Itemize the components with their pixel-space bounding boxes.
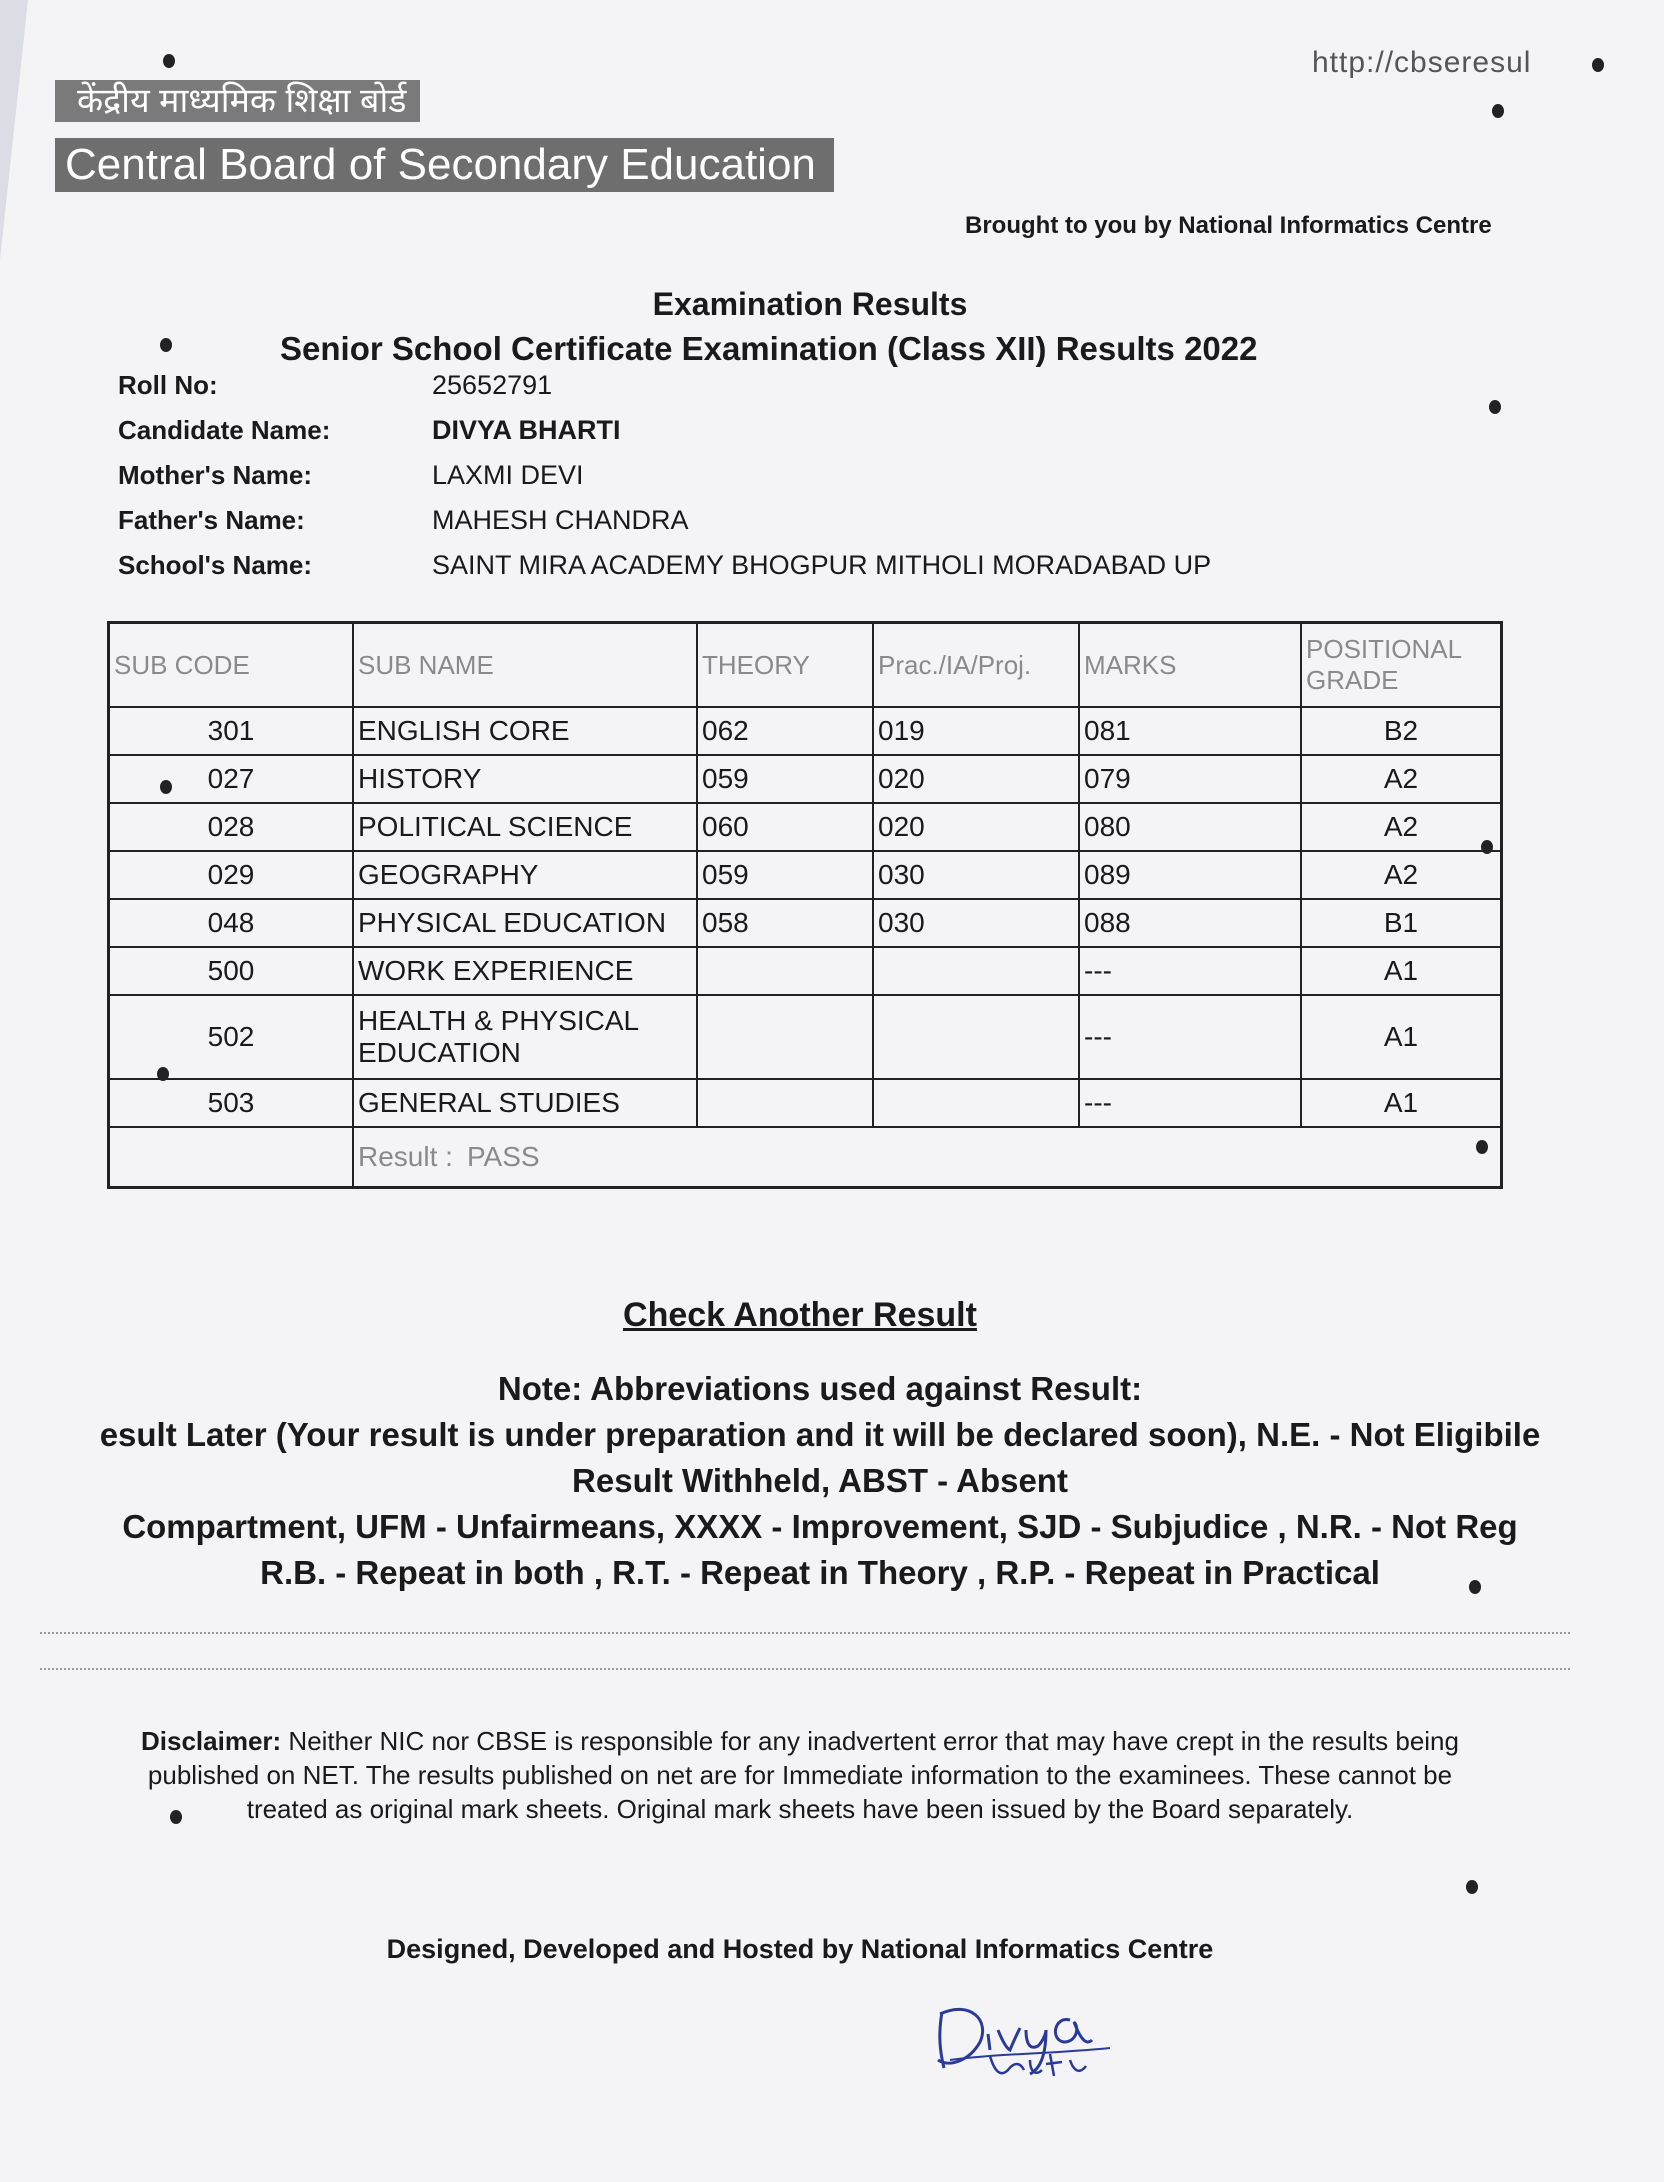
note-line: R.B. - Repeat in both , R.T. - Repeat in Theory , R.P. - Repeat in Practical bbox=[260, 1554, 1380, 1591]
ink-speck bbox=[1481, 840, 1493, 854]
marks-cell: 088 bbox=[1079, 899, 1301, 947]
roll-value: 25652791 bbox=[432, 370, 553, 400]
handwritten-signature bbox=[930, 1990, 1130, 2080]
theory-cell bbox=[697, 1079, 873, 1127]
disclaimer bbox=[110, 1724, 1490, 1826]
table-row bbox=[109, 899, 1502, 947]
result-empty-cell bbox=[109, 1127, 354, 1188]
footer-credit: Designed, Developed and Hosted by National Informatics Centre bbox=[386, 1934, 1214, 1964]
table-header-row bbox=[109, 623, 1502, 708]
practical-cell bbox=[873, 995, 1079, 1079]
result-label: Result : bbox=[358, 1141, 453, 1172]
sub-code-cell: 301 bbox=[109, 707, 354, 755]
theory-cell: 062 bbox=[697, 707, 873, 755]
grade-cell: B1 bbox=[1301, 899, 1502, 947]
marks-table bbox=[107, 621, 1503, 1189]
grade-cell: A1 bbox=[1301, 947, 1502, 995]
note-line: Compartment, UFM - Unfairmeans, XXXX - Improvement, SJD - Subjudice , N.R. - Not Reg bbox=[122, 1508, 1518, 1545]
marks-cell: --- bbox=[1079, 995, 1301, 1079]
roll-label: Roll No: bbox=[118, 370, 218, 400]
sub-name-cell: PHYSICAL EDUCATION bbox=[353, 899, 697, 947]
marks-cell: 079 bbox=[1079, 755, 1301, 803]
ink-speck bbox=[1492, 104, 1504, 118]
page-fold-shadow bbox=[0, 0, 28, 260]
practical-cell: 030 bbox=[873, 851, 1079, 899]
sub-name-cell: HEALTH & PHYSICAL EDUCATION bbox=[353, 995, 697, 1079]
header-sub-code: SUB CODE bbox=[109, 623, 354, 708]
practical-cell bbox=[873, 947, 1079, 995]
marks-cell: 089 bbox=[1079, 851, 1301, 899]
theory-cell bbox=[697, 947, 873, 995]
result-cell bbox=[353, 1127, 1502, 1188]
theory-cell: 058 bbox=[697, 899, 873, 947]
school-name-label: School's Name: bbox=[118, 550, 313, 580]
grade-cell: A2 bbox=[1301, 851, 1502, 899]
grade-cell: A1 bbox=[1301, 995, 1502, 1079]
marks-cell: 080 bbox=[1079, 803, 1301, 851]
sub-code-cell: 503 bbox=[109, 1079, 354, 1127]
ink-speck bbox=[163, 54, 175, 68]
result-value: PASS bbox=[466, 1141, 540, 1172]
practical-cell: 020 bbox=[873, 803, 1079, 851]
school-name-value: SAINT MIRA ACADEMY BHOGPUR MITHOLI MORADABAD UP bbox=[432, 550, 1212, 580]
disclaimer-text: Neither NIC nor CBSE is responsible for any inadvertent error that may have crept in the results being published on NET. The results published on net are for Immediate information to the examinees. These cannot be treated as original mark sheets. Original mark sheets have been issued by the Board separately. bbox=[147, 1726, 1459, 1824]
sub-code-cell: 029 bbox=[109, 851, 354, 899]
ink-speck bbox=[160, 338, 172, 352]
note-line: esult Later (Your result is under preparation and it will be declared soon), N.E. - Not Eligibile bbox=[99, 1416, 1541, 1453]
ink-speck bbox=[1489, 400, 1501, 414]
note-line: Result Withheld, ABST - Absent bbox=[572, 1462, 1068, 1499]
sub-name-cell: GENERAL STUDIES bbox=[353, 1079, 697, 1127]
theory-cell: 059 bbox=[697, 755, 873, 803]
table-row bbox=[109, 707, 1502, 755]
mother-name-label: Mother's Name: bbox=[118, 460, 312, 490]
theory-cell bbox=[697, 995, 873, 1079]
sub-code-cell: 502 bbox=[109, 995, 354, 1079]
ink-speck bbox=[1476, 1140, 1488, 1154]
board-name-hindi: केंद्रीय माध्यमिक शिक्षा बोर्ड bbox=[55, 80, 420, 122]
mother-name-value: LAXMI DEVI bbox=[432, 460, 584, 490]
grade-cell: B2 bbox=[1301, 707, 1502, 755]
marks-cell: 081 bbox=[1079, 707, 1301, 755]
header-sub-name: SUB NAME bbox=[353, 623, 697, 708]
father-name-value: MAHESH CHANDRA bbox=[432, 505, 689, 535]
ink-speck bbox=[160, 780, 172, 794]
theory-cell: 059 bbox=[697, 851, 873, 899]
page-url: http://cbseresul bbox=[1312, 46, 1532, 79]
exam-subtitle: Senior School Certificate Examination (Class XII) Results 2022 bbox=[280, 330, 1258, 367]
board-name-english: Central Board of Secondary Education bbox=[55, 138, 834, 192]
father-name-label: Father's Name: bbox=[118, 505, 305, 535]
grade-cell: A2 bbox=[1301, 755, 1502, 803]
ink-speck bbox=[170, 1810, 182, 1824]
exam-title: Examination Results bbox=[652, 286, 968, 322]
header-grade: POSITIONAL GRADE bbox=[1301, 623, 1502, 708]
marks-cell: --- bbox=[1079, 1079, 1301, 1127]
candidate-name-value: DIVYA BHARTI bbox=[432, 415, 621, 445]
practical-cell: 019 bbox=[873, 707, 1079, 755]
result-row bbox=[109, 1127, 1502, 1188]
sub-code-cell: 500 bbox=[109, 947, 354, 995]
header-theory: THEORY bbox=[697, 623, 873, 708]
note-line: Note: Abbreviations used against Result: bbox=[497, 1370, 1143, 1407]
theory-cell: 060 bbox=[697, 803, 873, 851]
ink-speck bbox=[1466, 1880, 1478, 1894]
sub-code-cell: 048 bbox=[109, 899, 354, 947]
practical-cell: 030 bbox=[873, 899, 1079, 947]
grade-cell: A2 bbox=[1301, 803, 1502, 851]
table-row bbox=[109, 1079, 1502, 1127]
table-row bbox=[109, 803, 1502, 851]
table-row bbox=[109, 851, 1502, 899]
practical-cell bbox=[873, 1079, 1079, 1127]
ink-speck bbox=[157, 1067, 169, 1081]
candidate-name-label: Candidate Name: bbox=[118, 415, 331, 445]
ink-speck bbox=[1592, 58, 1604, 72]
table-row bbox=[109, 995, 1502, 1079]
grade-cell: A1 bbox=[1301, 1079, 1502, 1127]
sub-name-cell: ENGLISH CORE bbox=[353, 707, 697, 755]
check-another-result-link[interactable]: Check Another Result bbox=[623, 1296, 977, 1334]
sub-name-cell: POLITICAL SCIENCE bbox=[353, 803, 697, 851]
divider bbox=[40, 1632, 1570, 1634]
sub-name-cell: HISTORY bbox=[353, 755, 697, 803]
header-practical: Prac./IA/Proj. bbox=[873, 623, 1079, 708]
sub-code-cell: 027 bbox=[109, 755, 354, 803]
sub-code-cell: 028 bbox=[109, 803, 354, 851]
sub-name-cell: WORK EXPERIENCE bbox=[353, 947, 697, 995]
ink-speck bbox=[1469, 1580, 1481, 1594]
table-row bbox=[109, 947, 1502, 995]
abbreviation-notes bbox=[0, 1370, 1640, 1600]
divider bbox=[40, 1668, 1570, 1670]
table-row bbox=[109, 755, 1502, 803]
practical-cell: 020 bbox=[873, 755, 1079, 803]
sub-name-cell: GEOGRAPHY bbox=[353, 851, 697, 899]
disclaimer-label: Disclaimer: bbox=[141, 1726, 282, 1756]
header-marks: MARKS bbox=[1079, 623, 1301, 708]
brought-by-text: Brought to you by National Informatics Centre bbox=[965, 212, 1492, 239]
marks-cell: --- bbox=[1079, 947, 1301, 995]
